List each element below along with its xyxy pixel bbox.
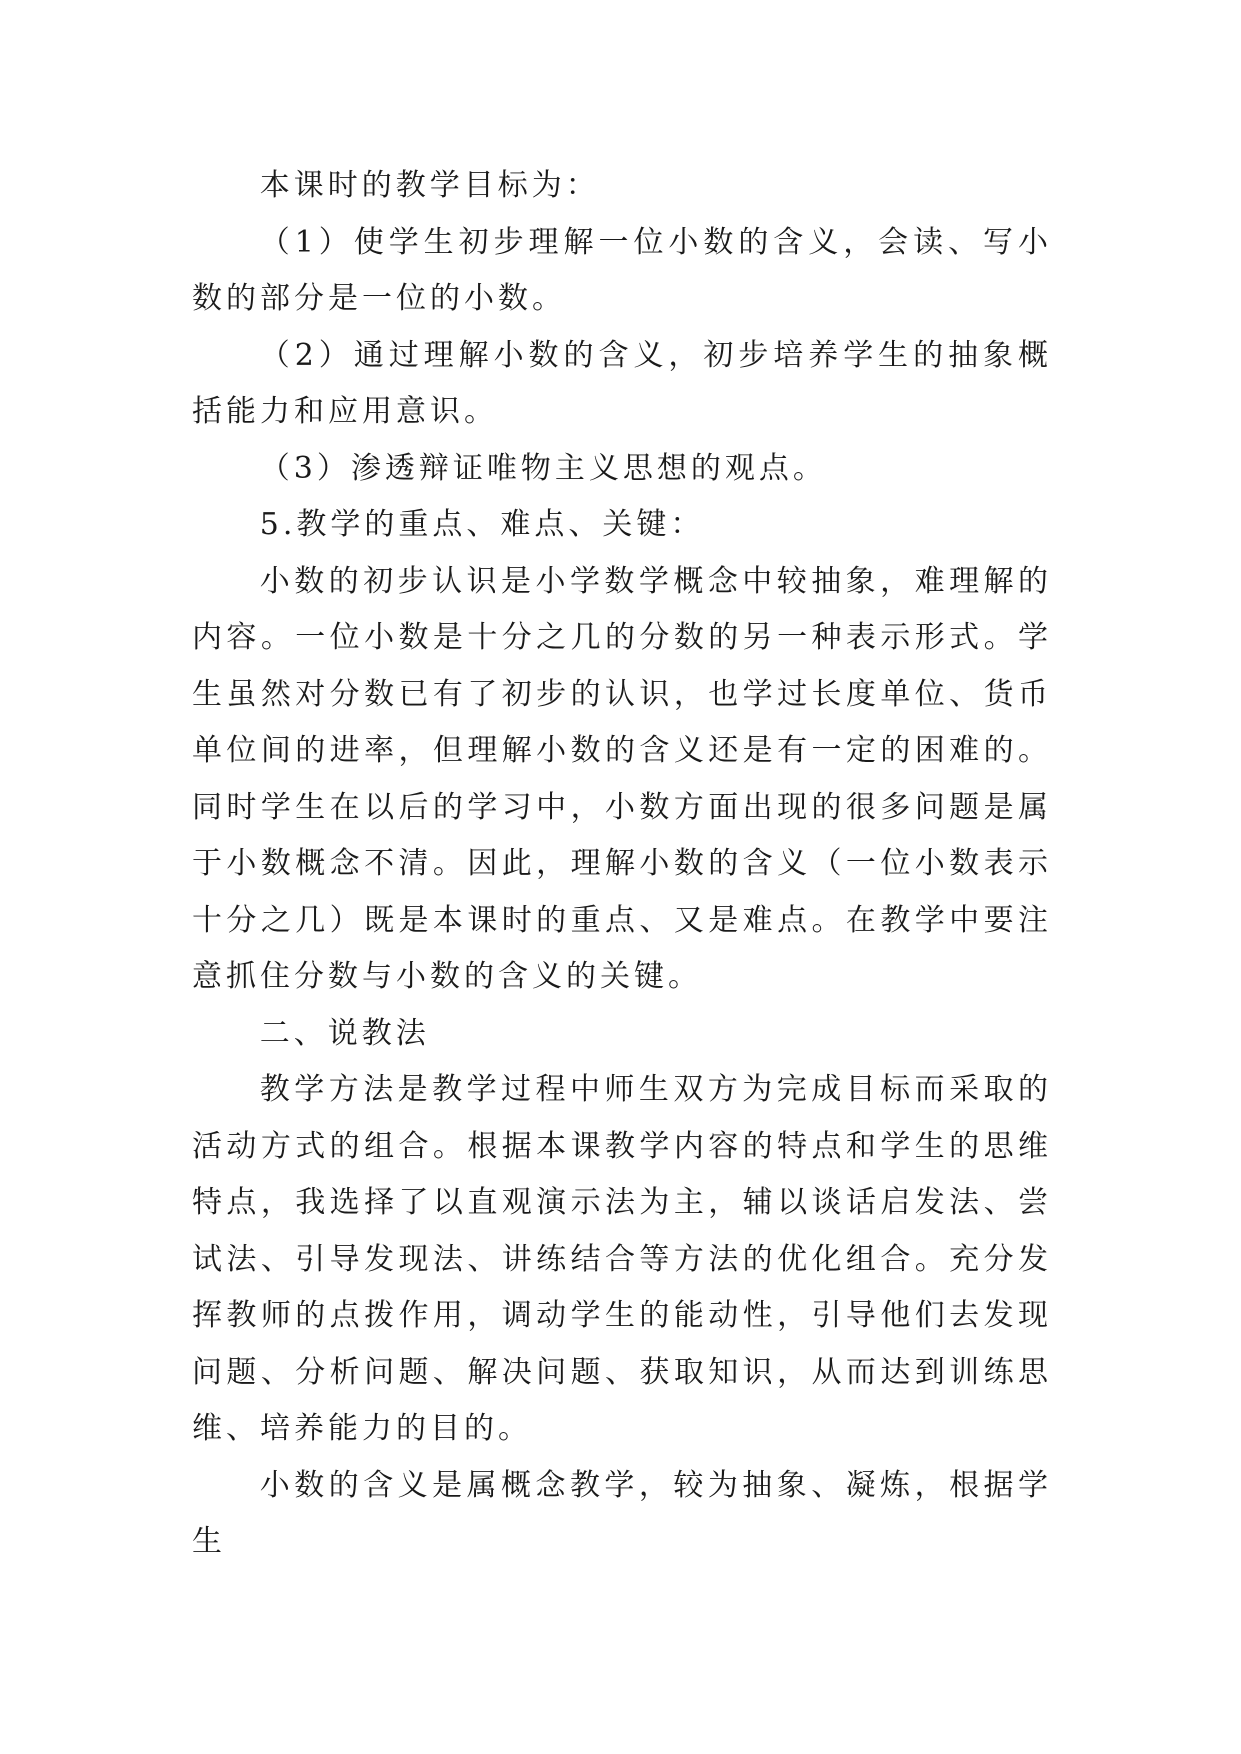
- section-heading-key-points: 5.教学的重点、难点、关键：: [259, 507, 705, 542]
- paragraph-teaching-methods: 教学方法是教学过程中师生双方为完成目标而采取的活动方式的组合。根据本课教学内容的特点和学生的思维特点，我选择了以直观演示法为主，辅以谈话启发法、尝试法、引导发现法、讲练结合等方法的优化组合。充分发挥教师的点拨作用，调动学生的能动性，引导他们去发现问题、分析问题、解决问题、获取知识，从而达到训练思维、培养能力的目的。: [192, 1072, 1052, 1446]
- paragraph-goal-2: （2）通过理解小数的含义，初步培养学生的抽象概括能力和应用意识。: [192, 337, 1052, 429]
- document-page: [192, 158, 1052, 1571]
- paragraph-goal-1: （1）使学生初步理解一位小数的含义，会读、写小数的部分是一位的小数。: [192, 224, 1052, 316]
- section-heading-teaching-methods: 二、说教法: [259, 1015, 430, 1051]
- paragraph-goal-3: （3）渗透辩证唯物主义思想的观点。: [259, 450, 827, 486]
- paragraph-teaching-goals-intro: 本课时的教学目标为：: [259, 168, 600, 203]
- paragraph-concept-teaching: 小数的含义是属概念教学，较为抽象、凝炼，根据学生: [192, 1467, 1052, 1559]
- paragraph-key-points: 小数的初步认识是小学数学概念中较抽象，难理解的内容。一位小数是十分之几的分数的另一种表示形式。学生虽然对分数已有了初步的认识，也学过长度单位、货币单位间的进率，但理解小数的含义还是有一定的困难的。同时学生在以后的学习中，小数方面出现的很多问题是属于小数概念不清。因此，理解小数的含义（一位小数表示十分之几）既是本课时的重点、又是难点。在教学中要注意抓住分数与小数的含义的关键。: [192, 563, 1052, 994]
